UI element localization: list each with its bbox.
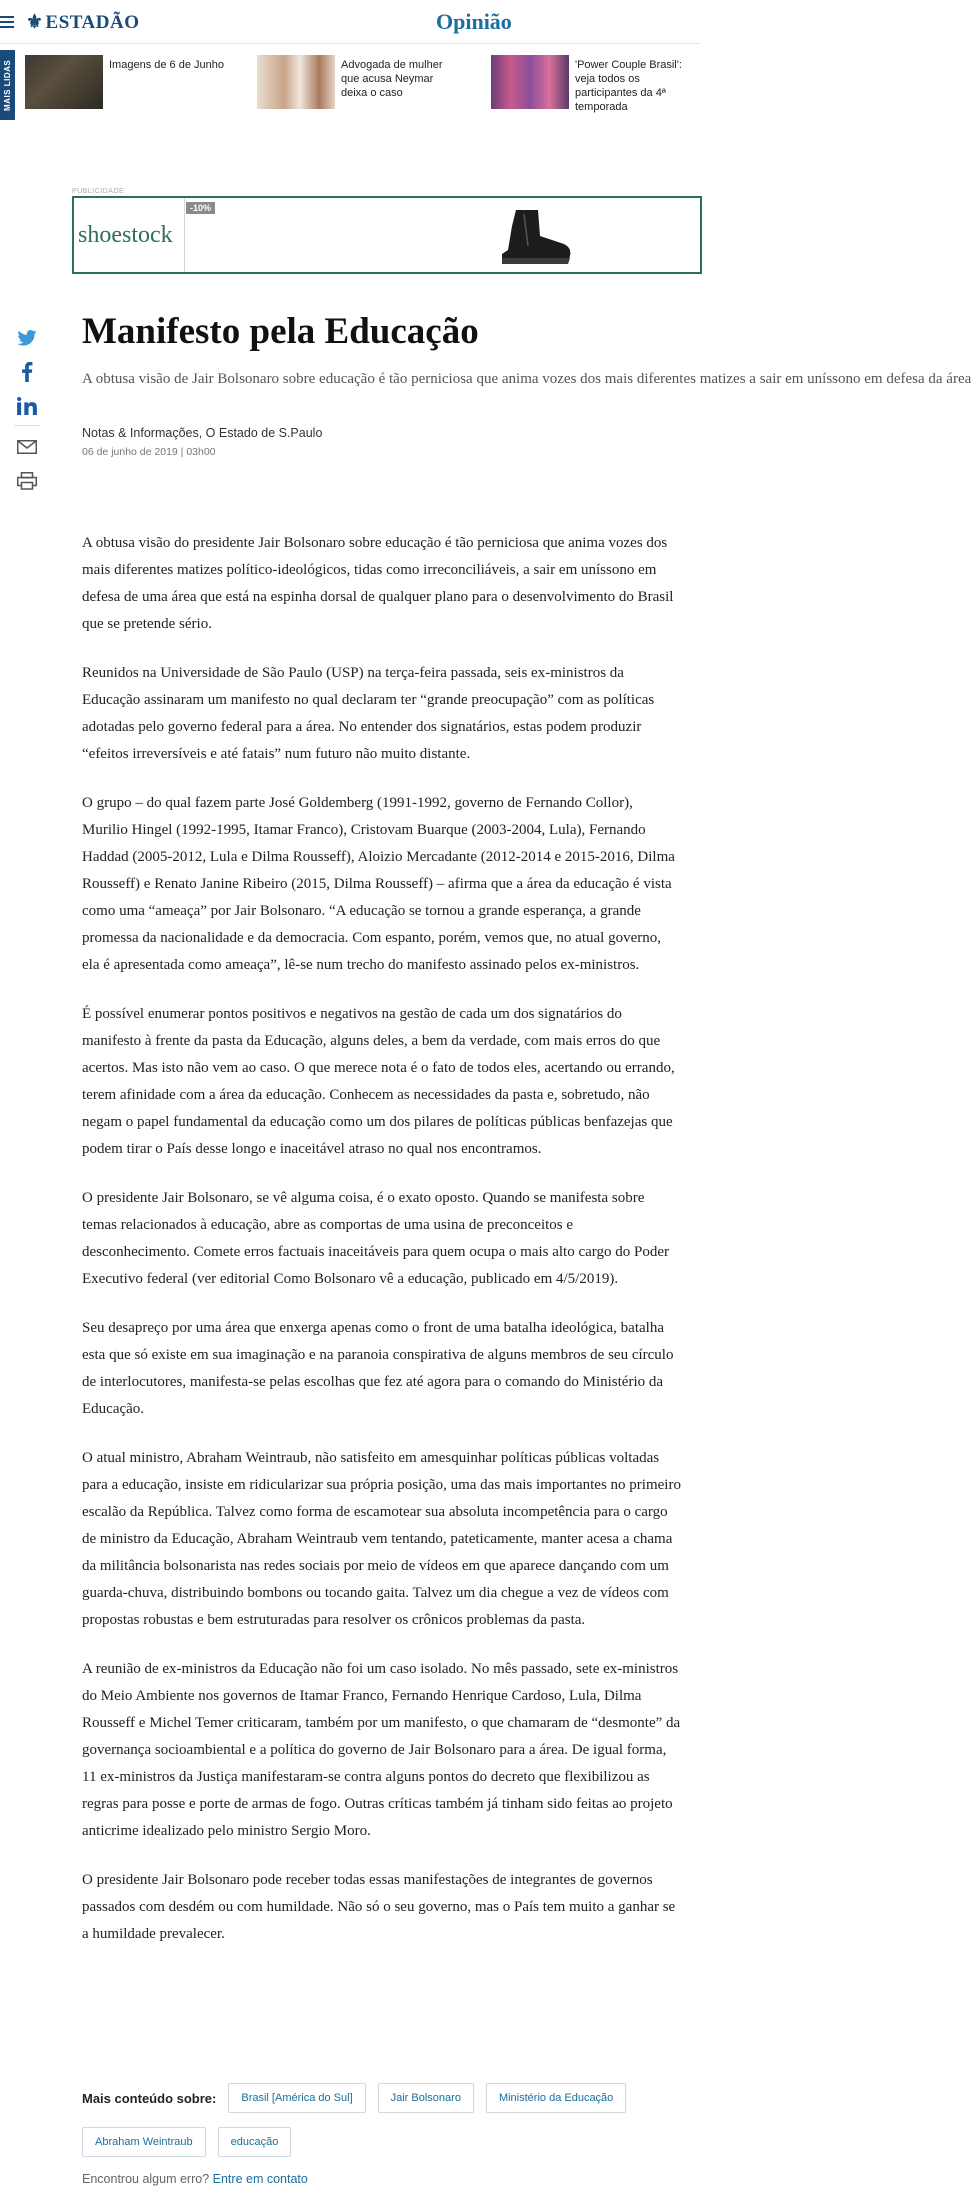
email-icon[interactable] bbox=[14, 434, 40, 460]
mais-lidas-item-text[interactable]: 'Power Couple Brasil': veja todos os participantes da 4ª temporada bbox=[575, 59, 682, 113]
tags-label: Mais conteúdo sobre: bbox=[82, 2090, 217, 2106]
tag-brasil[interactable]: Brasil [América do Sul] bbox=[228, 2083, 365, 2113]
article-paragraph: A obtusa visão do presidente Jair Bolsonaro sobre educação é tão perniciosa que anima vozes dos mais diferentes matizes político-ideológicos, tidas como irreconciliáveis, a sair em uníssono em defesa de uma área que está na espinha dorsal de qualquer plano para o desenvolvimento do Brasil que se pretende sério. bbox=[82, 535, 674, 632]
article-subhead: A obtusa visão de Jair Bolsonaro sobre educação é tão perniciosa que anima vozes dos mais diferentes matizes a sair em uníssono em defesa da área bbox=[82, 371, 971, 387]
report-error bbox=[82, 2172, 308, 2186]
tag-educacao[interactable]: educação bbox=[218, 2127, 292, 2157]
menu-icon[interactable] bbox=[0, 16, 14, 28]
mais-lidas-thumbnail[interactable] bbox=[491, 55, 569, 109]
boot-image[interactable] bbox=[494, 206, 574, 268]
mais-lidas-item-text[interactable]: Imagens de 6 de Junho bbox=[109, 59, 224, 71]
print-icon[interactable] bbox=[14, 468, 40, 494]
article-headline: Manifesto pela Educação bbox=[82, 311, 479, 352]
mais-lidas-item-text[interactable]: Advogada de mulher que acusa Neymar deixa o caso bbox=[341, 59, 443, 99]
contact-link[interactable]: Entre em contato bbox=[212, 2172, 308, 2186]
tag-ministerio-da-educacao[interactable]: Ministério da Educação bbox=[486, 2083, 626, 2113]
article-header bbox=[82, 310, 971, 458]
report-prefix: Encontrou algum erro? bbox=[82, 2172, 210, 2186]
top-bar bbox=[0, 0, 700, 44]
article-body bbox=[82, 530, 682, 1970]
article-byline: Notas & Informações, O Estado de S.Paulo bbox=[82, 426, 323, 440]
section-title[interactable]: Opinião bbox=[436, 9, 512, 34]
twitter-icon[interactable] bbox=[14, 325, 40, 351]
ad-divider bbox=[184, 198, 185, 272]
mais-lidas-strip bbox=[0, 50, 700, 122]
share-divider bbox=[14, 425, 40, 426]
facebook-icon[interactable] bbox=[14, 359, 40, 385]
article-paragraph: O atual ministro, Abraham Weintraub, não satisfeito em amesquinhar políticas públicas voltadas para a educação, insiste em ridicularizar sua própria posição, uma das mais importantes no primeiro escalão da República. Talvez como forma de escamotear sua absoluta incompetência para o cargo de ministro da Educação, Abraham Weintraub vem tentando, pateticamente, manter acesa a chama da militância bolsonarista nas redes sociais por meio de vídeos em que aparece dançando com um guarda-chuva, distribuindo bombons ou tocando gaita. Talvez um dia chegue a vez de vídeos com propostas robustas e bem estruturadas para resolver os crônicos problemas da pasta. bbox=[82, 1450, 681, 1628]
mais-lidas-item[interactable] bbox=[491, 55, 700, 111]
logo-mark-icon: ⚜ bbox=[26, 12, 44, 33]
discount-badge: -10% bbox=[186, 202, 215, 214]
mais-lidas-tag: MAIS LIDAS bbox=[0, 50, 15, 120]
ad-brand[interactable]: shoestock bbox=[78, 222, 173, 248]
article-paragraph: Seu desapreço por uma área que enxerga apenas como o front de uma batalha ideológica, batalha esta que só existe em sua imaginação e na paranoia conspirativa de alguns membros de seu círculo de interlocutores, manifesta-se pelas escolhas que fez até agora para o comando do Ministério da Educação. bbox=[82, 1320, 674, 1417]
article-paragraph: O presidente Jair Bolsonaro pode receber todas essas manifestações de integrantes de governos passados com desdém ou com humildade. Não só o seu governo, mas o País tem muito a ganhar se a humildade prevalecer. bbox=[82, 1872, 676, 1942]
mais-lidas-thumbnail[interactable] bbox=[257, 55, 335, 109]
article-paragraph: O grupo – do qual fazem parte José Goldemberg (1991-1992, governo de Fernando Collor), Murilio Hingel (1992-1995, Itamar Franco), Cristovam Buarque (2003-2004, Lula), Fernando Haddad (2005-2012, Lula e Dilma Rousseff), Aloizio Mercadante (2012-2014 e 2015-2016, Dilma Rousseff) e Renato Janine Ribeiro (2015, Dilma Rousseff) – afirma que a área da educação é vista como uma “ameaça” por Jair Bolsonaro. “A educação se tornou a grande esperança, a grande promessa da nacionalidade e da democracia. Com espanto, porém, vemos que, no atual governo, ela é apresentada como ameaça”, lê-se num trecho do manifesto assinado pelos ex-ministros. bbox=[82, 795, 675, 973]
tag-jair-bolsonaro[interactable]: Jair Bolsonaro bbox=[378, 2083, 474, 2113]
related-tags bbox=[82, 2083, 682, 2171]
article-paragraph: O presidente Jair Bolsonaro, se vê alguma coisa, é o exato oposto. Quando se manifesta sobre temas relacionados à educação, abre as comportas de uma usina de preconceitos e desconhecimento. Comete erros factuais inaceitáveis para quem ocupa o mais alto cargo do Poder Executivo federal (ver editorial Como Bolsonaro vê a educação, publicado em 4/5/2019). bbox=[82, 1190, 670, 1287]
mais-lidas-item[interactable] bbox=[257, 55, 467, 111]
mais-lidas-item[interactable] bbox=[25, 55, 235, 111]
mais-lidas-thumbnail[interactable] bbox=[25, 55, 103, 109]
article-dateline: 06 de junho de 2019 | 03h00 bbox=[82, 446, 216, 458]
ad-banner[interactable] bbox=[72, 196, 702, 274]
article-paragraph: É possível enumerar pontos positivos e negativos na gestão de cada um dos signatários do manifesto à frente da pasta da Educação, alguns deles, a bem da verdade, com mais erros do que acertos. Mas isto não vem ao caso. O que merece nota é o fato de todos eles, acertando ou errando, terem afinidade com a área da educação. Conhecem as necessidades da pasta e, sobretudo, não negam o papel fundamental da educação como um dos pilares de políticas públicas benfazejas que podem tirar o País desse longo e inaceitável atraso no qual nos encontramos. bbox=[82, 1006, 675, 1157]
article-paragraph: A reunião de ex-ministros da Educação não foi um caso isolado. No mês passado, sete ex-ministros do Meio Ambiente nos governos de Itamar Franco, Fernando Henrique Cardoso, Lula, Dilma Rousseff e Michel Temer criticaram, também por um manifesto, o que chamaram de “desmonte” da governança socioambiental e a política do governo de Jair Bolsonaro para a área. De igual forma, 11 ex-ministros da Justiça manifestaram-se contra alguns pontos do decreto que flexibilizou as regras para posse e porte de armas de fogo. Outras críticas também já tinham sido feitas ao projeto anticrime idealizado pelo ministro Sergio Moro. bbox=[82, 1661, 681, 1839]
linkedin-icon[interactable] bbox=[14, 393, 40, 419]
ad-label: PUBLICIDADE bbox=[72, 188, 125, 195]
logo-text: ESTADÃO bbox=[45, 12, 140, 33]
tag-abraham-weintraub[interactable]: Abraham Weintraub bbox=[82, 2127, 206, 2157]
site-logo[interactable] bbox=[26, 11, 140, 34]
article-paragraph: Reunidos na Universidade de São Paulo (USP) na terça-feira passada, seis ex-ministros da Educação assinaram um manifesto no qual declaram ter “grande preocupação” com as políticas adotadas pelo governo federal para a área. No entender dos signatários, estas podem produzir “efeitos irreversíveis e até fatais” num futuro não muito distante. bbox=[82, 665, 655, 762]
